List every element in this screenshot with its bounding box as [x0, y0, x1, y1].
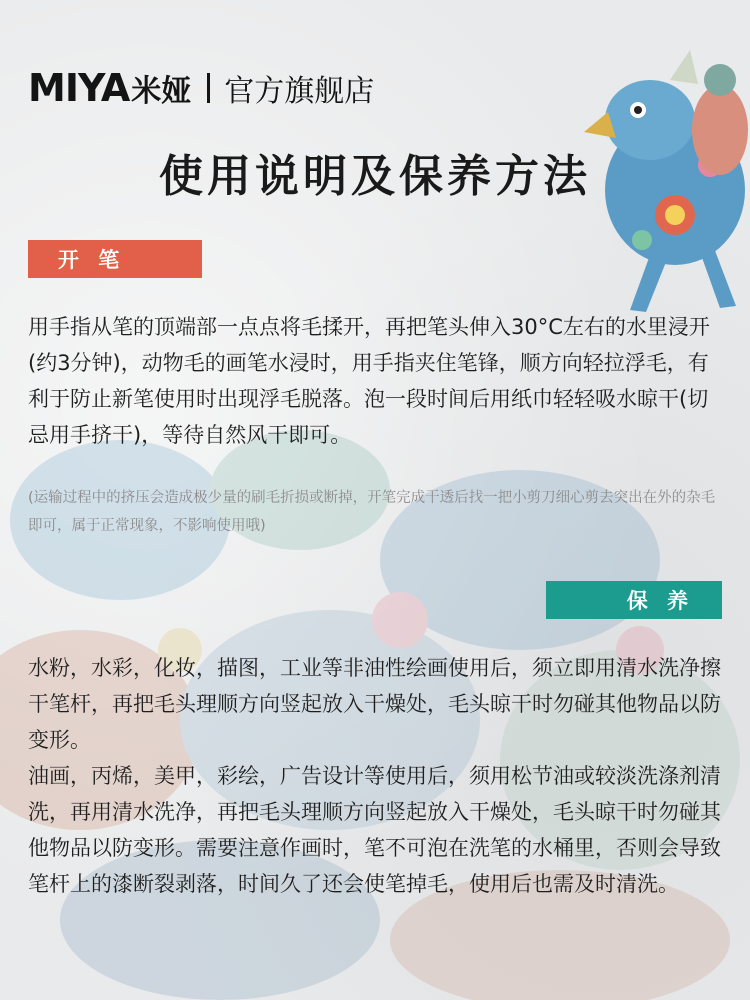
store-name: 官方旗舰店: [224, 74, 375, 109]
page-title: 使用说明及保养方法: [159, 151, 591, 202]
brand-logo: [28, 66, 191, 110]
maintenance-oil-based: 油画，丙烯，美甲，彩绘，广告设计等使用后，须用松节油或较淡洗涤剂清洗，再用清水洗净，再把毛头理顺方向竖起放入干燥处，毛头晾干时勿碰其他物品以防变形。需要注意作画时，笔不可泡在洗笔的水桶里，否则会导致笔杆上的漆断裂剥落，时间久了还会使笔掉毛，使用后也需及时清洗。: [28, 764, 721, 896]
brand-header: [28, 64, 374, 112]
logo-chinese: 米娅: [131, 74, 192, 109]
header-divider: [207, 73, 210, 103]
open-brush-note: (运输过程中的挤压会造成极少量的刷毛折损或断掉，开笔完成干透后找一把小剪刀细心剪去突出在外的杂毛即可，属于正常现象，不影响使用哦): [28, 490, 716, 534]
open-brush-instructions: 用手指从笔的顶端部一点点将毛揉开，再把笔头伸入30°C左右的水里浸开(约3分钟)，动物毛的画笔水浸时，用手指夹住笔锋，顺方向轻拉浮毛，有利于防止新笔使用时出现浮毛脱落。泡一段时间后用纸巾轻轻吸水晾干(切忌用手挤干)，等待自然风干即可。: [28, 315, 710, 447]
section-tag-maintenance: 保 养: [546, 581, 722, 619]
logo-wordmark: MIYA: [28, 66, 130, 110]
section-tag-open-brush: 开 笔: [28, 240, 202, 278]
maintenance-water-based: 水粉，水彩，化妆，描图，工业等非油性绘画使用后，须立即用清水洗净擦干笔杆，再把毛头理顺方向竖起放入干燥处，毛头晾干时勿碰其他物品以防变形。: [28, 656, 721, 752]
bird-creature-icon: [580, 40, 750, 320]
